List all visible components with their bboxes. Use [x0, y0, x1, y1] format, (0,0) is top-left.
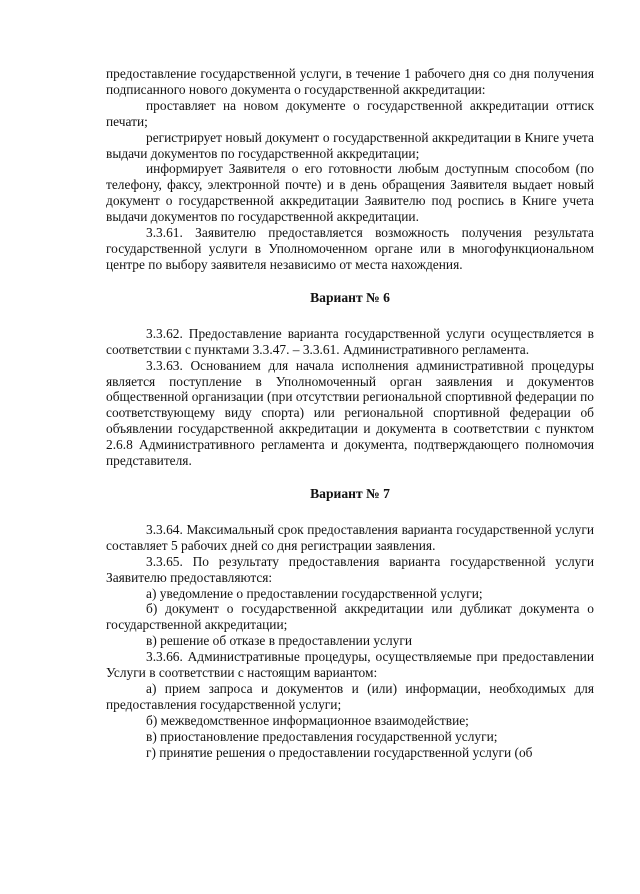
paragraph-3-3-66: 3.3.66. Административные процедуры, осуществляемые при предоставлении Услуги в соответствии с настоящим вариантом: — [106, 649, 594, 681]
list-item: б) межведомственное информационное взаимодействие; — [146, 712, 469, 728]
paragraph: проставляет на новом документе о государственной аккредитации оттиск печати; — [106, 97, 594, 129]
paragraph-3-3-64: 3.3.64. Максимальный срок предоставления варианта государственной услуги составляет 5 рабочих дней со дня регистрации заявления. — [106, 521, 594, 553]
paragraph: регистрирует новый документ о государственной аккредитации в Книге учета выдачи документов по государственной аккредитации; — [106, 129, 594, 161]
list-item: в) приостановление предоставления государственной услуги; — [146, 728, 498, 744]
list-item: а) уведомление о предоставлении государственной услуги; — [146, 585, 483, 601]
list-item: г) принятие решения о предоставлении государственной услуги (об — [146, 744, 533, 760]
list-item: в) решение об отказе в предоставлении услуги — [146, 633, 413, 649]
paragraph: предоставление государственной услуги, в течение 1 рабочего дня со дня получения подписанного нового документа о государственной аккредитации: — [106, 66, 594, 97]
heading-variant-7: Вариант № 7 — [310, 485, 390, 501]
paragraph: информирует Заявителя о его готовности любым доступным способом (по телефону, факсу, электронной почте) и в день обращения Заявителя выдает новый документ о государственной аккредитации Заявителю под роспись в Книге учета выдачи документов по государственной аккредитации. — [106, 161, 594, 225]
list-item: а) прием запроса и документов и (или) информации, необходимых для предоставления государственной услуги; — [106, 681, 594, 712]
paragraph-3-3-63: 3.3.63. Основанием для начала исполнения административной процедуры является поступление в Уполномоченный орган заявления и документов общественной организации (при отсутствии региональной спортивной федерации по соответствующему виду спорта) или региональной спортивной федерации об объявлении государственной аккредитации и документа в соответствии с пунктом 2.6.8 Административного регламента и документа, подтверждающего полномочия представителя. — [106, 357, 594, 469]
paragraph-3-3-61: 3.3.61. Заявителю предоставляется возможность получения результата государственной услуги в Уполномоченном органе или в многофункциональном центре по выбору заявителя независимо от места нахождения. — [106, 225, 594, 272]
list-item: б) документ о государственной аккредитации или дубликат документа о государственной аккредитации; — [106, 601, 594, 633]
document-body — [106, 66, 594, 761]
heading-variant-6: Вариант № 6 — [310, 289, 390, 305]
paragraph-3-3-65: 3.3.65. По результату предоставления варианта государственной услуги Заявителю предоставляются: — [106, 553, 594, 585]
paragraph-3-3-62: 3.3.62. Предоставление варианта государственной услуги осуществляется в соответствии с пунктами 3.3.47. – 3.3.61. Административного регламента. — [106, 325, 594, 357]
